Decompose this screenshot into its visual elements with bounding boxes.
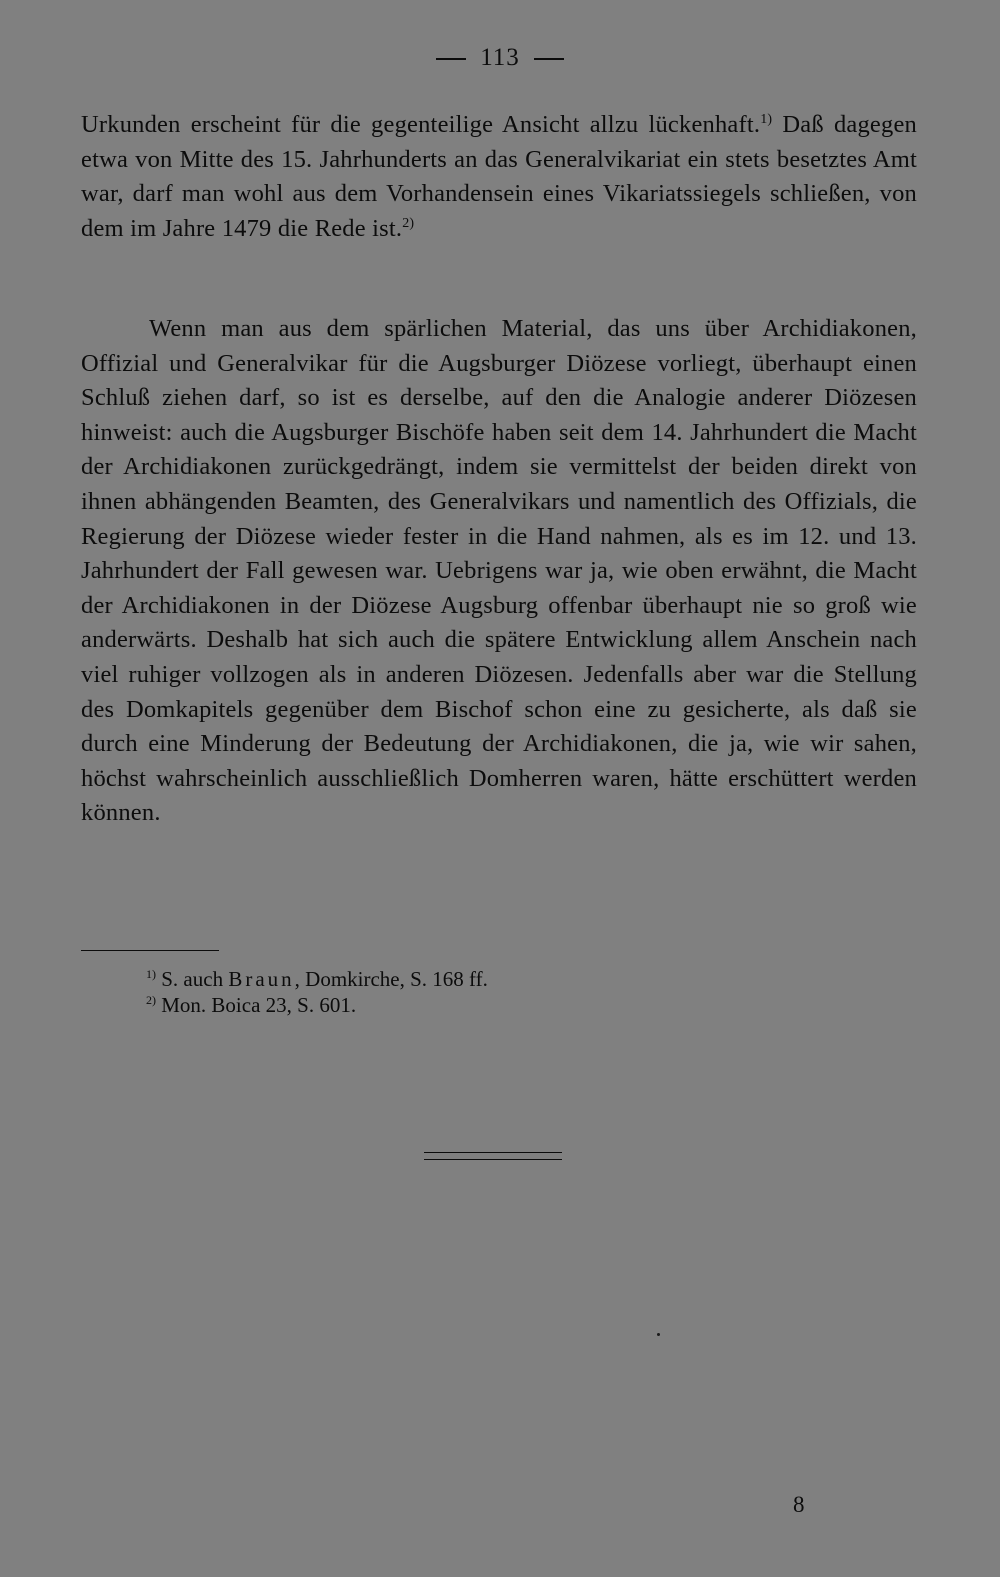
footnote-ref-2: 2) [402, 215, 415, 231]
footnote-separator [81, 950, 219, 951]
page-header [0, 44, 1000, 72]
footnote-1-author: Braun [228, 967, 295, 991]
paragraph-1-text-a: Urkunden erscheint für die gegenteilige Ansicht allzu lückenhaft. [81, 111, 761, 138]
signature-mark: 8 [793, 1492, 805, 1517]
footnote-2-marker: 2) [146, 993, 156, 1007]
footnote-1 [146, 966, 846, 992]
header-dash-left [436, 58, 466, 60]
paragraph-1-text-b: Daß dagegen etwa von Mitte des 15. Jahrhunderts an das Generalvikariat ein stets besetztes Amt war, darf man wohl aus dem Vorhandensein eines Vikariatssiegels schließen, von dem im Jahre 1479 die Rede ist. [81, 111, 917, 242]
footnotes [146, 966, 846, 1018]
footnote-2 [146, 992, 846, 1018]
footnote-1-marker: 1) [146, 967, 156, 981]
footnote-2-text: Mon. Boica 23, S. 601. [161, 993, 357, 1017]
footnote-ref-1: 1) [760, 112, 773, 127]
header-dash-right [534, 58, 564, 60]
print-speck [657, 1333, 660, 1336]
page-number: 113 [480, 44, 520, 71]
end-double-rule [424, 1152, 562, 1160]
paragraph-1 [81, 108, 917, 246]
footnote-1-text-a: S. auch [161, 967, 229, 991]
paragraph-2 [81, 312, 917, 831]
footnote-1-text-b: , Domkirche, S. 168 ff. [294, 967, 488, 991]
paragraph-2-text: Wenn man aus dem spärlichen Material, das uns über Archidiakonen, Offizial und Generalvikar für die Augsburger Diözese vorliegt, überhaupt einen Schluß ziehen darf, so ist es derselbe, auf den die Analogie anderer Diözesen hinweist: auch die Augsburger Bischöfe haben seit dem 14. Jahrhundert die Macht der Archidiakonen zurückgedrängt, indem sie vermittelst der beiden direkt von ihnen abhängenden Beamten, des Generalvikars und namentlich des Offizials, die Regierung der Diözese wieder fester in die Hand nahmen, als es im 12. und 13. Jahrhundert der Fall gewesen war. Uebrigens war ja, wie oben erwähnt, die Macht der Archidiakonen in der Diözese Augsburg offenbar überhaupt nie so groß wie anderwärts. Deshalb hat sich auch die spätere Entwicklung allem Anschein nach viel ruhiger vollzogen als in anderen Diözesen. Jedenfalls aber war die Stellung des Domkapitels gegenüber dem Bischof schon eine zu gesicherte, als daß sie durch eine Minderung der Bedeutung der Archidiakonen, die ja, wie wir sahen, höchst wahrscheinlich ausschließlich Domherren waren, hätte erschüttert werden können. [81, 315, 917, 827]
